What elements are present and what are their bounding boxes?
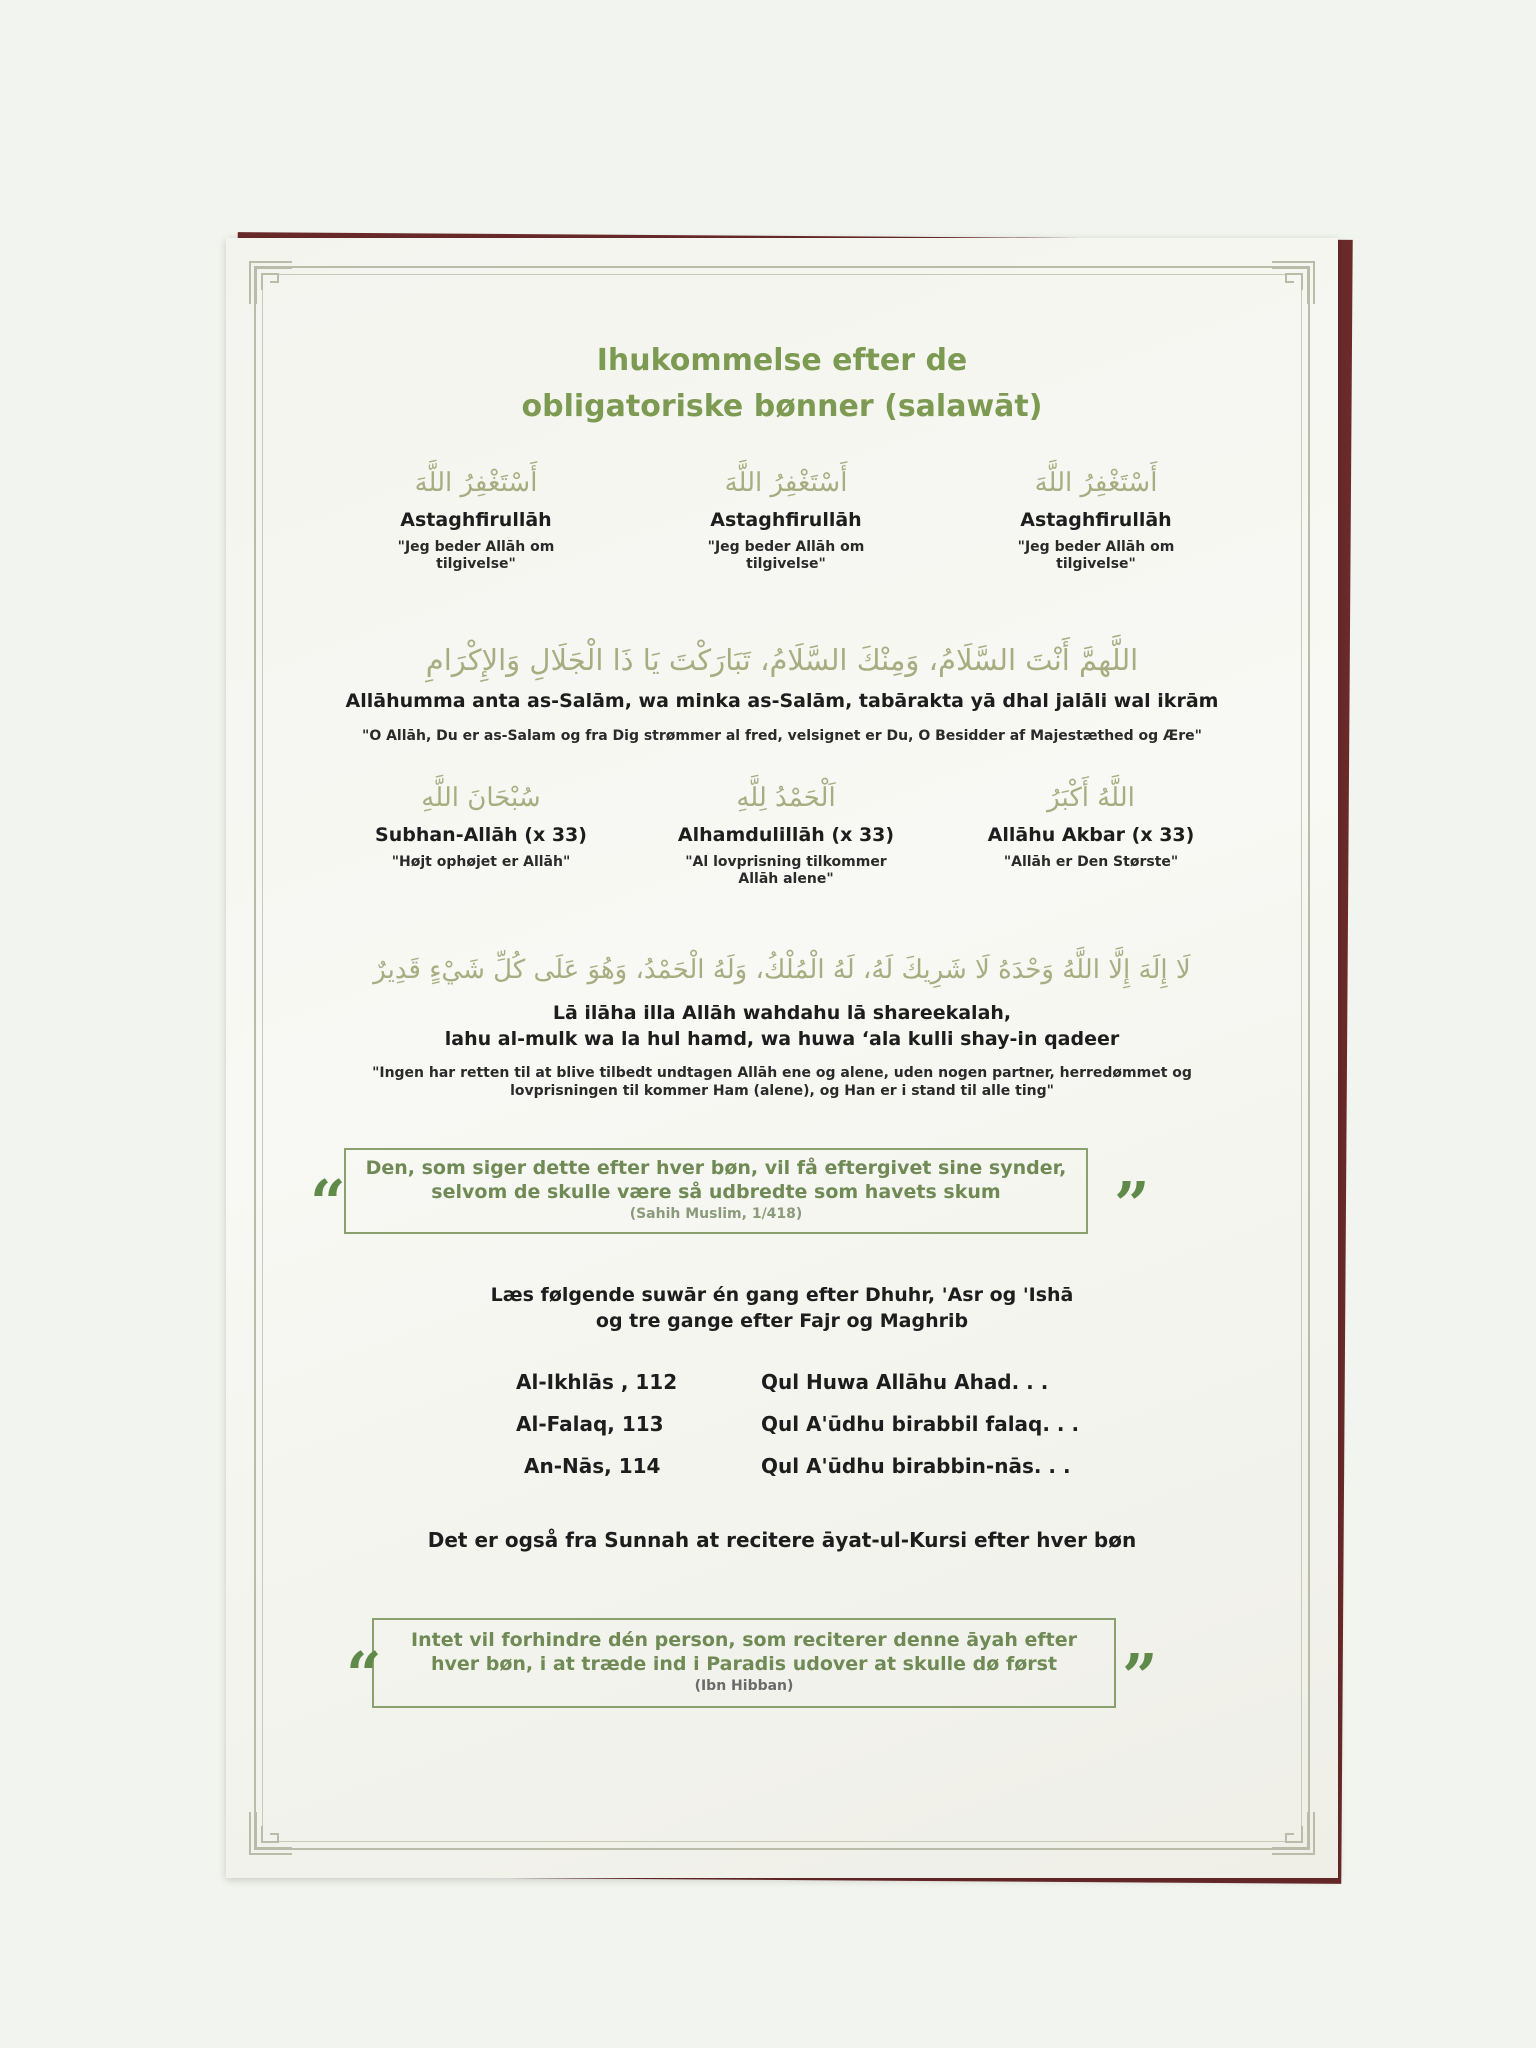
surah-opening: Qul A'ūdhu birabbin-nās. . . xyxy=(761,1454,1071,1478)
surah-name: An-Nās, 114 xyxy=(524,1454,661,1478)
tasbih-translit: Subhan-Allāh (x 33) xyxy=(375,824,587,846)
tasbih-meaning: "Al lovprisning tilkommer Allāh alene" xyxy=(685,854,887,887)
istighfar-arabic: أَسْتَغْفِرُ اللَّهَ xyxy=(724,468,848,498)
tasbih-meaning: "Allāh er Den Største" xyxy=(1003,854,1179,870)
istighfar-translit: Astaghfirullāh xyxy=(710,509,862,531)
surah-opening: Qul A'ūdhu birabbil falaq. . . xyxy=(761,1412,1080,1436)
quote1-source: (Sahih Muslim, 1/418) xyxy=(629,1206,803,1222)
tasbih-item xyxy=(366,778,596,888)
close-quote-icon: ” xyxy=(1114,1168,1150,1241)
quote1-line-1: Den, som siger dette efter hver bøn, vil få eftergivet sine synder, xyxy=(365,1157,1067,1179)
poster-title xyxy=(226,338,1338,430)
quote2-line-1: Intet vil forhindre dén person, som reciterer denne āyah efter xyxy=(411,1629,1077,1651)
hadith-quote-box xyxy=(372,1618,1116,1708)
istighfar-row xyxy=(361,463,1211,573)
tahlil-meaning xyxy=(226,1064,1338,1100)
istighfar-item xyxy=(361,463,591,573)
tasbih-arabic: اَلْحَمْدُ لِلَّهِ xyxy=(736,783,836,813)
istighfar-arabic: أَسْتَغْفِرُ اللَّهَ xyxy=(414,468,538,498)
salam-translit: Allāhumma anta as-Salām, wa minka as-Salām, tabārakta yā dhal jalāli wal ikrām xyxy=(345,690,1219,712)
istighfar-arabic: أَسْتَغْفِرُ اللَّهَ xyxy=(1034,468,1158,498)
surah-name: Al-Ikhlās , 112 xyxy=(516,1370,678,1394)
istighfar-translit: Astaghfirullāh xyxy=(400,509,552,531)
tasbih-arabic: سُبْحَانَ اللَّهِ xyxy=(421,783,541,813)
quote2-source: (Ibn Hibban) xyxy=(694,1678,794,1694)
tahlil-arabic: لَا إِلَهَ إِلَّا اللَّهُ وَحْدَهُ لَا شَرِيكَ لَهُ، لَهُ الْمُلْكُ، وَلَهُ الْحَمْدُ، وَهُوَ عَلَى كُلِّ شَيْءٍ قَدِيرٌ xyxy=(373,955,1191,985)
quote1-line-2: selvom de skulle være så udbredte som havets skum xyxy=(431,1181,1001,1203)
quote2-line-2: hver bøn, i at træde ind i Paradis udover at skulle dø først xyxy=(430,1653,1058,1675)
istighfar-item xyxy=(981,463,1211,573)
corner-ornament-icon xyxy=(248,260,294,306)
corner-ornament-icon xyxy=(248,1810,294,1856)
poster xyxy=(226,238,1338,1878)
istighfar-meaning: "Jeg beder Allāh om tilgivelse" xyxy=(397,539,555,572)
suwar-intro-line-2: og tre gange efter Fajr og Maghrib xyxy=(595,1310,969,1332)
title-line-1: Ihukommelse efter de xyxy=(596,343,968,378)
surah-opening: Qul Huwa Allāhu Ahad. . . xyxy=(761,1370,1049,1394)
tasbih-item xyxy=(671,778,901,888)
tahlil-translit-line-2: lahu al-mulk wa la hul hamd, wa huwa ʻala kulli shay-in qadeer xyxy=(444,1028,1120,1050)
close-quote-icon: ” xyxy=(1122,1640,1158,1713)
tahlil-meaning-line-2: lovprisningen til kommer Ham (alene), og Han er i stand til alle ting" xyxy=(510,1083,1054,1099)
tahlil-translit-line-1: Lā ilāha illa Allāh wahdahu lā shareekalah, xyxy=(552,1002,1012,1024)
tasbih-item xyxy=(976,778,1206,888)
surah-name: Al-Falaq, 113 xyxy=(516,1412,664,1436)
suwar-intro-line-1: Læs følgende suwār én gang efter Dhuhr, 'Asr og 'Ishā xyxy=(490,1284,1074,1306)
tasbih-translit: Alhamdulillāh (x 33) xyxy=(677,824,895,846)
istighfar-translit: Astaghfirullāh xyxy=(1020,509,1172,531)
tahlil-meaning-line-1: "Ingen har retten til at blive tilbedt undtagen Allāh ene og alene, uden nogen partner, herredømmet og xyxy=(372,1065,1192,1081)
istighfar-meaning: "Jeg beder Allāh om tilgivelse" xyxy=(1017,539,1175,572)
open-quote-icon: “ xyxy=(346,1638,382,1711)
tasbih-meaning: "Højt ophøjet er Allāh" xyxy=(391,854,571,870)
tasbih-translit: Allāhu Akbar (x 33) xyxy=(987,824,1195,846)
salam-arabic: اللَّهمَّ أَنْتَ السَّلَامُ، وَمِنْكَ السَّلَامُ، تَبَارَكْتَ يَا ذَا الْجَلَالِ وَالإِكْرَامِ xyxy=(425,643,1139,677)
salam-meaning: "O Allāh, Du er as-Salam og fra Dig strømmer al fred, velsignet er Du, O Besidder af Majestæthed og Ære" xyxy=(362,728,1202,744)
istighfar-item xyxy=(671,463,901,573)
corner-ornament-icon xyxy=(1270,260,1316,306)
title-line-2: obligatoriske bønner (salawāt) xyxy=(521,389,1043,424)
tasbih-row xyxy=(366,778,1206,888)
corner-ornament-icon xyxy=(1270,1810,1316,1856)
hadith-quote-box xyxy=(344,1148,1088,1234)
istighfar-meaning: "Jeg beder Allāh om tilgivelse" xyxy=(707,539,865,572)
tasbih-arabic: اللَّهُ أَكْبَرُ xyxy=(1047,783,1135,813)
kursi-note: Det er også fra Sunnah at recitere āyat-ul-Kursi efter hver bøn xyxy=(427,1528,1137,1552)
tahlil-translit xyxy=(226,1000,1338,1052)
open-quote-icon: “ xyxy=(310,1166,346,1239)
suwar-intro xyxy=(226,1282,1338,1334)
